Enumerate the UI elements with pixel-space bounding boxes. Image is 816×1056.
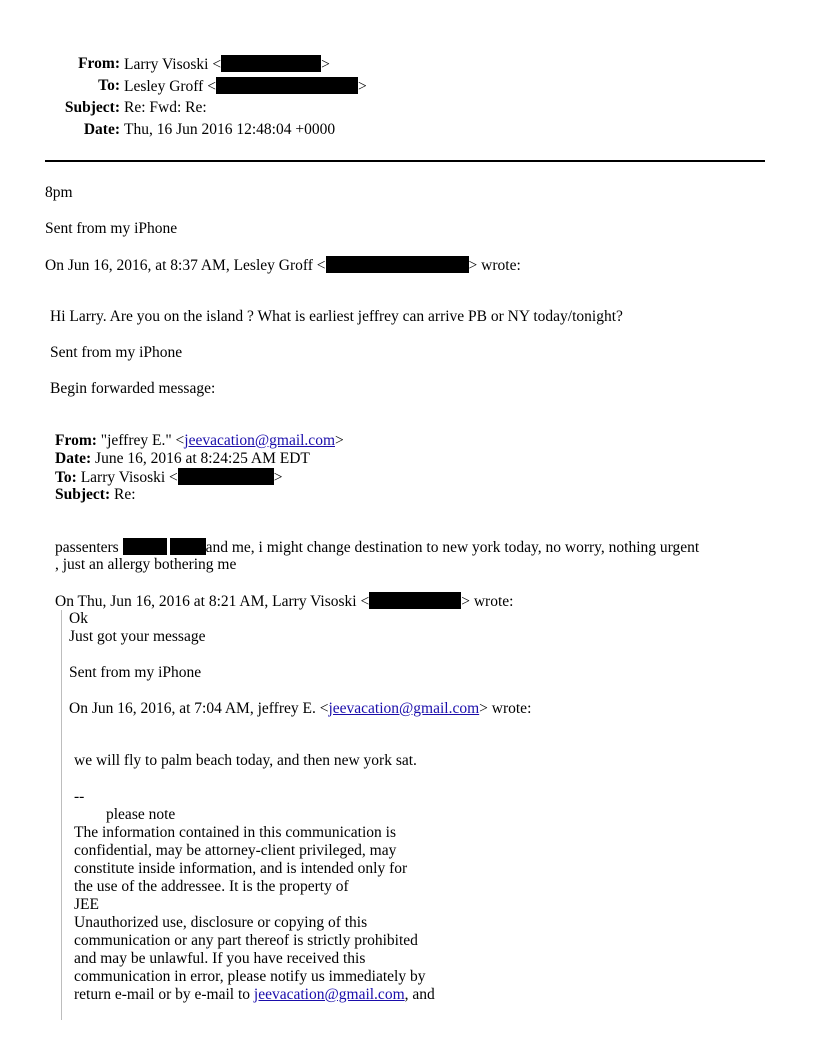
begin-forwarded: Begin forwarded message: xyxy=(50,380,216,397)
from-label: From: xyxy=(78,55,120,72)
disclaimer-line: JEE xyxy=(74,896,99,913)
date-value: Thu, 16 Jun 2016 12:48:04 +0000 xyxy=(124,121,336,138)
reply-text-8pm: 8pm xyxy=(45,184,73,201)
redaction-box xyxy=(369,592,461,609)
disclaimer-line: the use of the addressee. It is the property of xyxy=(74,878,349,895)
signature-iphone: Sent from my iPhone xyxy=(50,344,183,361)
redaction-box xyxy=(326,256,469,273)
disclaimer-line: and may be unlawful. If you have received this xyxy=(74,950,366,967)
jeffrey-message-cont: , just an allergy bothering me xyxy=(55,556,237,573)
fwd-subject: Subject: Re: xyxy=(55,486,136,503)
redaction-box xyxy=(170,538,206,555)
redaction-box xyxy=(221,55,321,72)
redaction-box xyxy=(216,77,358,94)
header-divider xyxy=(45,160,765,162)
jeffrey-message: passenters and me, i might change destination to new york today, no worry, nothing urgent xyxy=(55,539,700,556)
from-value: Larry Visoski < > xyxy=(124,56,330,73)
disclaimer-line: communication or any part thereof is strictly prohibited xyxy=(74,932,418,949)
subject-label: Subject: xyxy=(64,99,120,116)
redaction-box xyxy=(123,538,167,555)
jeffrey-original: we will fly to palm beach today, and then new york sat. xyxy=(74,752,417,769)
larry-ok: Ok xyxy=(69,610,88,627)
lesley-message: Hi Larry. Are you on the island ? What is earliest jeffrey can arrive PB or NY today/tonight? xyxy=(50,308,623,325)
to-label: To: xyxy=(98,77,120,94)
fwd-date: Date: June 16, 2016 at 8:24:25 AM EDT xyxy=(55,450,310,467)
quote-bar xyxy=(61,610,62,1020)
disclaimer-line: confidential, may be attorney-client privileged, may xyxy=(74,842,397,859)
email-link[interactable]: jeevacation@gmail.com xyxy=(184,432,335,449)
signature-iphone: Sent from my iPhone xyxy=(45,220,178,237)
larry-got-message: Just got your message xyxy=(69,628,206,645)
quote-attribution-jeffrey: On Jun 16, 2016, at 7:04 AM, jeffrey E. <jeevacation@gmail.com> wrote: xyxy=(69,700,532,717)
disclaimer xyxy=(74,824,435,1004)
quote-attribution-larry: On Thu, Jun 16, 2016 at 8:21 AM, Larry Visoski < > wrote: xyxy=(55,593,514,610)
disclaimer-line: return e-mail or by e-mail to jeevacation@gmail.com, and xyxy=(74,986,435,1003)
disclaimer-line: Unauthorized use, disclosure or copying of this xyxy=(74,914,368,931)
email-link[interactable]: jeevacation@gmail.com xyxy=(328,700,480,717)
redaction-box xyxy=(178,468,274,485)
date-label: Date: xyxy=(83,121,120,138)
please-note: please note xyxy=(106,806,176,823)
subject-value: Re: Fwd: Re: xyxy=(124,99,207,116)
fwd-from: From: "jeffrey E." <jeevacation@gmail.com> xyxy=(55,432,344,449)
quote-attribution-lesley: On Jun 16, 2016, at 8:37 AM, Lesley Groff < > wrote: xyxy=(45,257,521,274)
fwd-to: To: Larry Visoski < > xyxy=(55,469,283,486)
disclaimer-line: constitute inside information, and is intended only for xyxy=(74,860,408,877)
signature-iphone: Sent from my iPhone xyxy=(69,664,202,681)
signature-dashes: -- xyxy=(74,788,85,805)
disclaimer-line: communication in error, please notify us immediately by xyxy=(74,968,426,985)
to-value: Lesley Groff < > xyxy=(124,78,367,95)
email-link[interactable]: jeevacation@gmail.com xyxy=(253,986,405,1003)
disclaimer-line: The information contained in this communication is xyxy=(74,824,396,841)
